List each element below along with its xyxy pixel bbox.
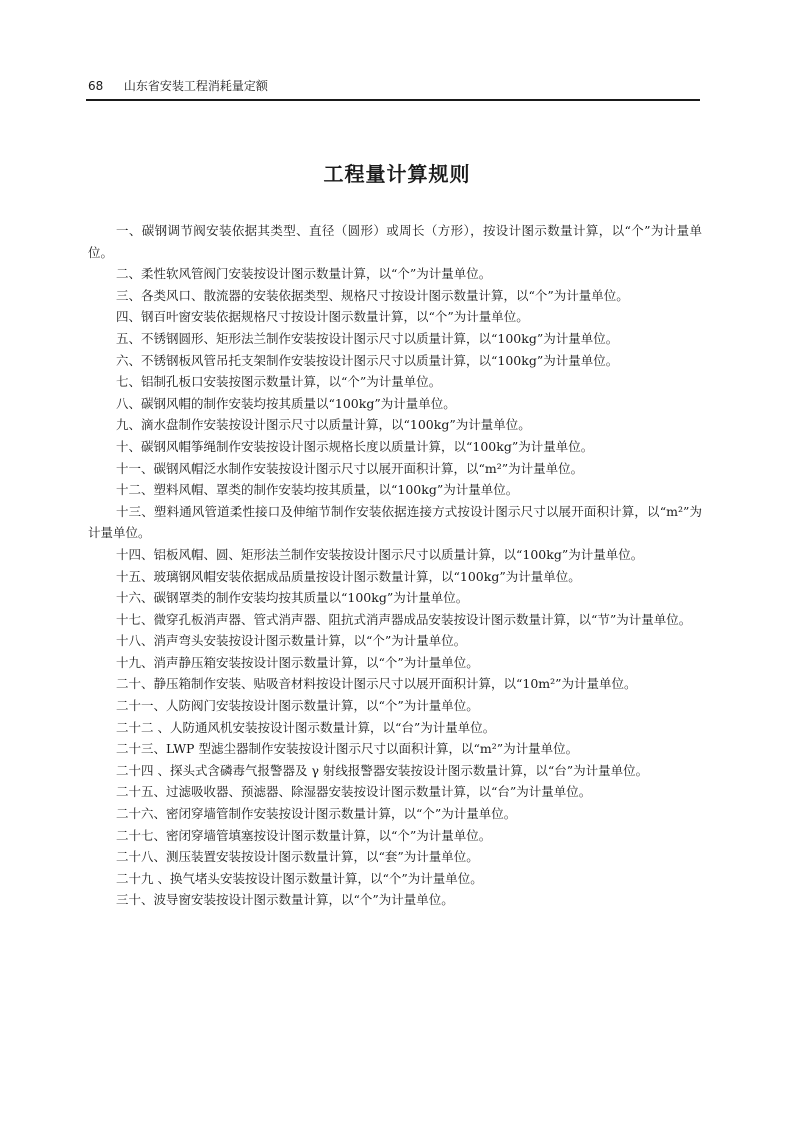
rules-body — [88, 220, 702, 911]
rule-paragraph: 十一、碳钢风帽泛水制作安装按设计图示尺寸以展开面积计算，以“m²”为计量单位。 — [116, 460, 584, 476]
section-title: 工程量计算规则 — [323, 162, 471, 186]
rule-paragraph: 二十一、人防阀门安装按设计图示数量计算，以“个”为计量单位。 — [116, 698, 479, 714]
rule-paragraph: 二十、静压箱制作安装、贴吸音材料按设计图示尺寸以展开面积计算，以“10m²”为计量单位。 — [116, 676, 637, 692]
rule-paragraph: 二十七、密闭穿墙管填塞按设计图示数量计算，以“个”为计量单位。 — [116, 827, 492, 843]
rule-paragraph: 四、钢百叶窗安装依据规格尺寸按设计图示数量计算，以“个”为计量单位。 — [116, 309, 529, 325]
rule-paragraph: 五、不锈钢圆形、矩形法兰制作安装按设计图示尺寸以质量计算，以“100kg”为计量单位。 — [116, 330, 619, 346]
rule-paragraph: 十三、塑料通风管道柔性接口及伸缩节制作安装依据连接方式按设计图示尺寸以展开面积计算，以“m²”为计量单位。 — [88, 503, 702, 541]
rule-paragraph: 十九、消声静压箱安装按设计图示数量计算，以“个”为计量单位。 — [116, 654, 479, 670]
header-rule — [86, 99, 700, 101]
rule-paragraph: 七、铝制孔板口安装按图示数量计算，以“个”为计量单位。 — [116, 374, 442, 390]
rule-paragraph: 八、碳钢风帽的制作安装均按其质量以“100kg”为计量单位。 — [116, 395, 456, 411]
rule-paragraph: 二十六、密闭穿墙管制作安装按设计图示数量计算，以“个”为计量单位。 — [116, 806, 517, 822]
rule-paragraph: 十七、微穿孔板消声器、管式消声器、阻抗式消声器成品安装按设计图示数量计算，以“节”为计量单位。 — [116, 611, 692, 627]
rule-paragraph: 十二、塑料风帽、罩类的制作安装均按其质量，以“100kg”为计量单位。 — [116, 482, 519, 498]
book-title: 山东省安装工程消耗量定额 — [123, 79, 268, 93]
rule-paragraph: 十六、碳钢罩类的制作安装均按其质量以“100kg”为计量单位。 — [116, 590, 469, 606]
rule-paragraph: 三十、波导窗安装按设计图示数量计算，以“个”为计量单位。 — [116, 892, 454, 908]
rule-paragraph: 二、柔性软风管阀门安装按设计图示数量计算，以“个”为计量单位。 — [116, 266, 492, 282]
rule-paragraph: 九、滴水盘制作安装按设计图示尺寸以质量计算，以“100kg”为计量单位。 — [116, 417, 531, 433]
rule-paragraph: 二十四 、探头式含磷毒气报警器及 γ 射线报警器安装按设计图示数量计算，以“台”为计量单位。 — [116, 762, 649, 778]
rule-paragraph: 十四、铝板风帽、圆、矩形法兰制作安装按设计图示尺寸以质量计算，以“100kg”为计量单位。 — [116, 546, 644, 562]
rule-paragraph: 二十九 、换气堵头安装按设计图示数量计算，以“个”为计量单位。 — [116, 870, 483, 886]
rule-paragraph: 二十五、过滤吸收器、预滤器、除湿器安装按设计图示数量计算，以“台”为计量单位。 — [116, 784, 592, 800]
rule-paragraph: 三、各类风口、散流器的安装依据类型、规格尺寸按设计图示数量计算，以“个”为计量单位。 — [116, 287, 629, 303]
rule-paragraph: 二十二 、人防通风机安装按设计图示数量计算，以“台”为计量单位。 — [116, 719, 496, 735]
rule-paragraph: 二十八、测压装置安装按设计图示数量计算，以“套”为计量单位。 — [116, 849, 479, 865]
rule-paragraph: 二十三、LWP 型滤尘器制作安装按设计图示尺寸以面积计算，以“m²”为计量单位。 — [116, 741, 579, 757]
rule-paragraph: 十五、玻璃钢风帽安装依据成品质量按设计图示数量计算，以“100kg”为计量单位。 — [116, 568, 581, 584]
rule-paragraph: 十、碳钢风帽筝绳制作安装按设计图示规格长度以质量计算，以“100kg”为计量单位。 — [116, 438, 594, 454]
rule-paragraph: 六、不锈钢板风管吊托支架制作安装按设计图示尺寸以质量计算，以“100kg”为计量单位。 — [116, 352, 619, 368]
rule-paragraph: 十八、消声弯头安装按设计图示数量计算，以“个”为计量单位。 — [116, 633, 467, 649]
rule-paragraph: 一、碳钢调节阀安装依据其类型、直径（圆形）或周长（方形），按设计图示数量计算，以“个”为计量单位。 — [88, 223, 702, 260]
page-number: 68 — [88, 79, 104, 93]
running-header — [88, 75, 700, 97]
